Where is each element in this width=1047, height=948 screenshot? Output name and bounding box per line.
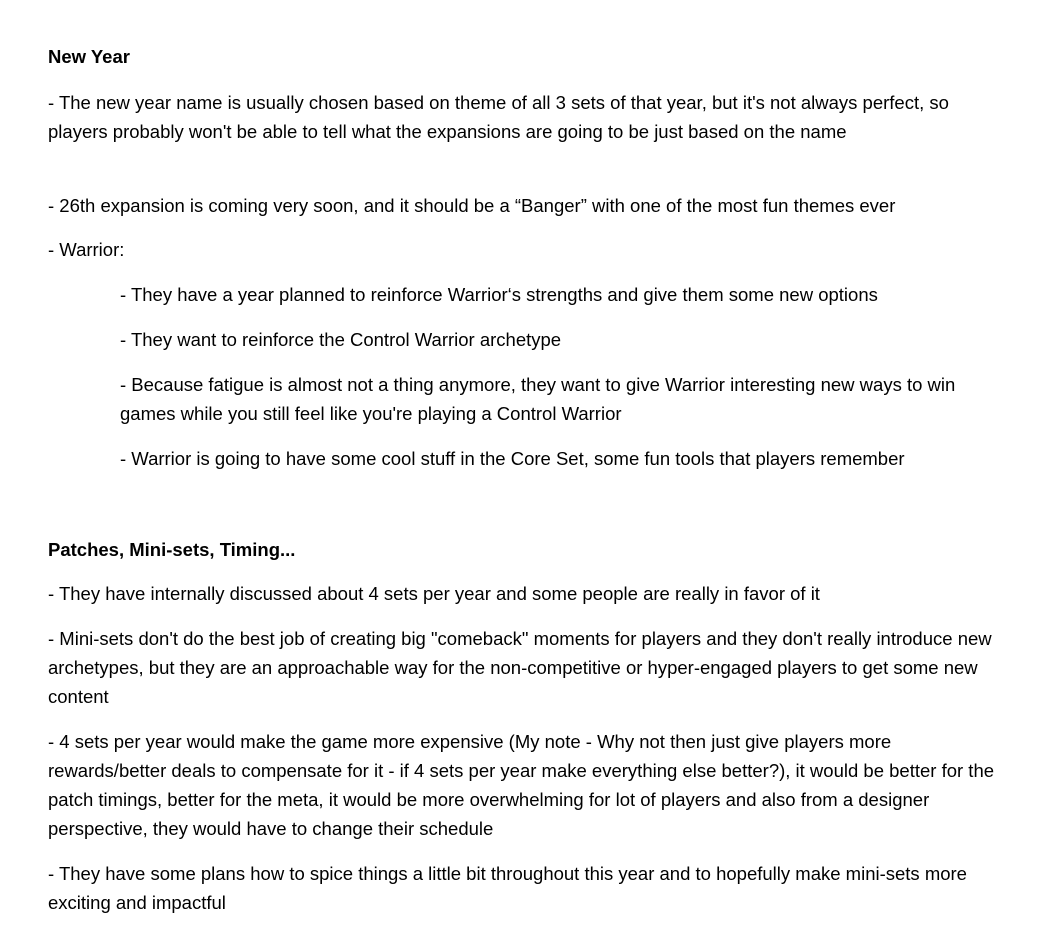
bullet-new-year-name: - The new year name is usually chosen based on theme of all 3 sets of that year, but it's not always perfect, so players probably won't be able to tell what the expansions are going to be just based on the name bbox=[48, 92, 949, 142]
bullet-26th-expansion: - 26th expansion is coming very soon, and it should be a “Banger” with one of the most fun themes ever bbox=[48, 195, 896, 216]
bullet-4-sets-expensive: - 4 sets per year would make the game more expensive (My note - Why not then just give players more rewards/better deals to compensate for it - if 4 sets per year make everything else better?), it would be better for the patch timings, better for the meta, it would be more overwhelming for lot of players and also from a designer perspective, they would have to change their schedule bbox=[48, 731, 995, 839]
bullet-4-sets-discussed: - They have internally discussed about 4 sets per year and some people are really in favor of it bbox=[48, 583, 820, 604]
bullet-warrior: - Warrior: bbox=[48, 239, 125, 260]
sub-bullet-control-warrior: - They want to reinforce the Control Warrior archetype bbox=[120, 329, 562, 350]
bullet-mini-sets: - Mini-sets don't do the best job of creating big "comeback" moments for players and they don't really introduce new archetypes, but they are an approachable way for the non-competitive or hyper-engaged players to get some new content bbox=[48, 628, 992, 707]
section-heading-new-year: New Year bbox=[48, 46, 130, 67]
sub-bullet-core-set: - Warrior is going to have some cool stuff in the Core Set, some fun tools that players remember bbox=[120, 448, 905, 469]
sub-bullet-warrior-strengths: - They have a year planned to reinforce Warrior‘s strengths and give them some new options bbox=[120, 284, 878, 305]
sub-bullet-fatigue: - Because fatigue is almost not a thing anymore, they want to give Warrior interesting new ways to win games while you still feel like you're playing a Control Warrior bbox=[120, 374, 956, 424]
section-heading-patches: Patches, Mini-sets, Timing... bbox=[48, 539, 296, 560]
bullet-spice-plans: - They have some plans how to spice things a little bit throughout this year and to hopefully make mini-sets more exciting and impactful bbox=[48, 863, 967, 913]
